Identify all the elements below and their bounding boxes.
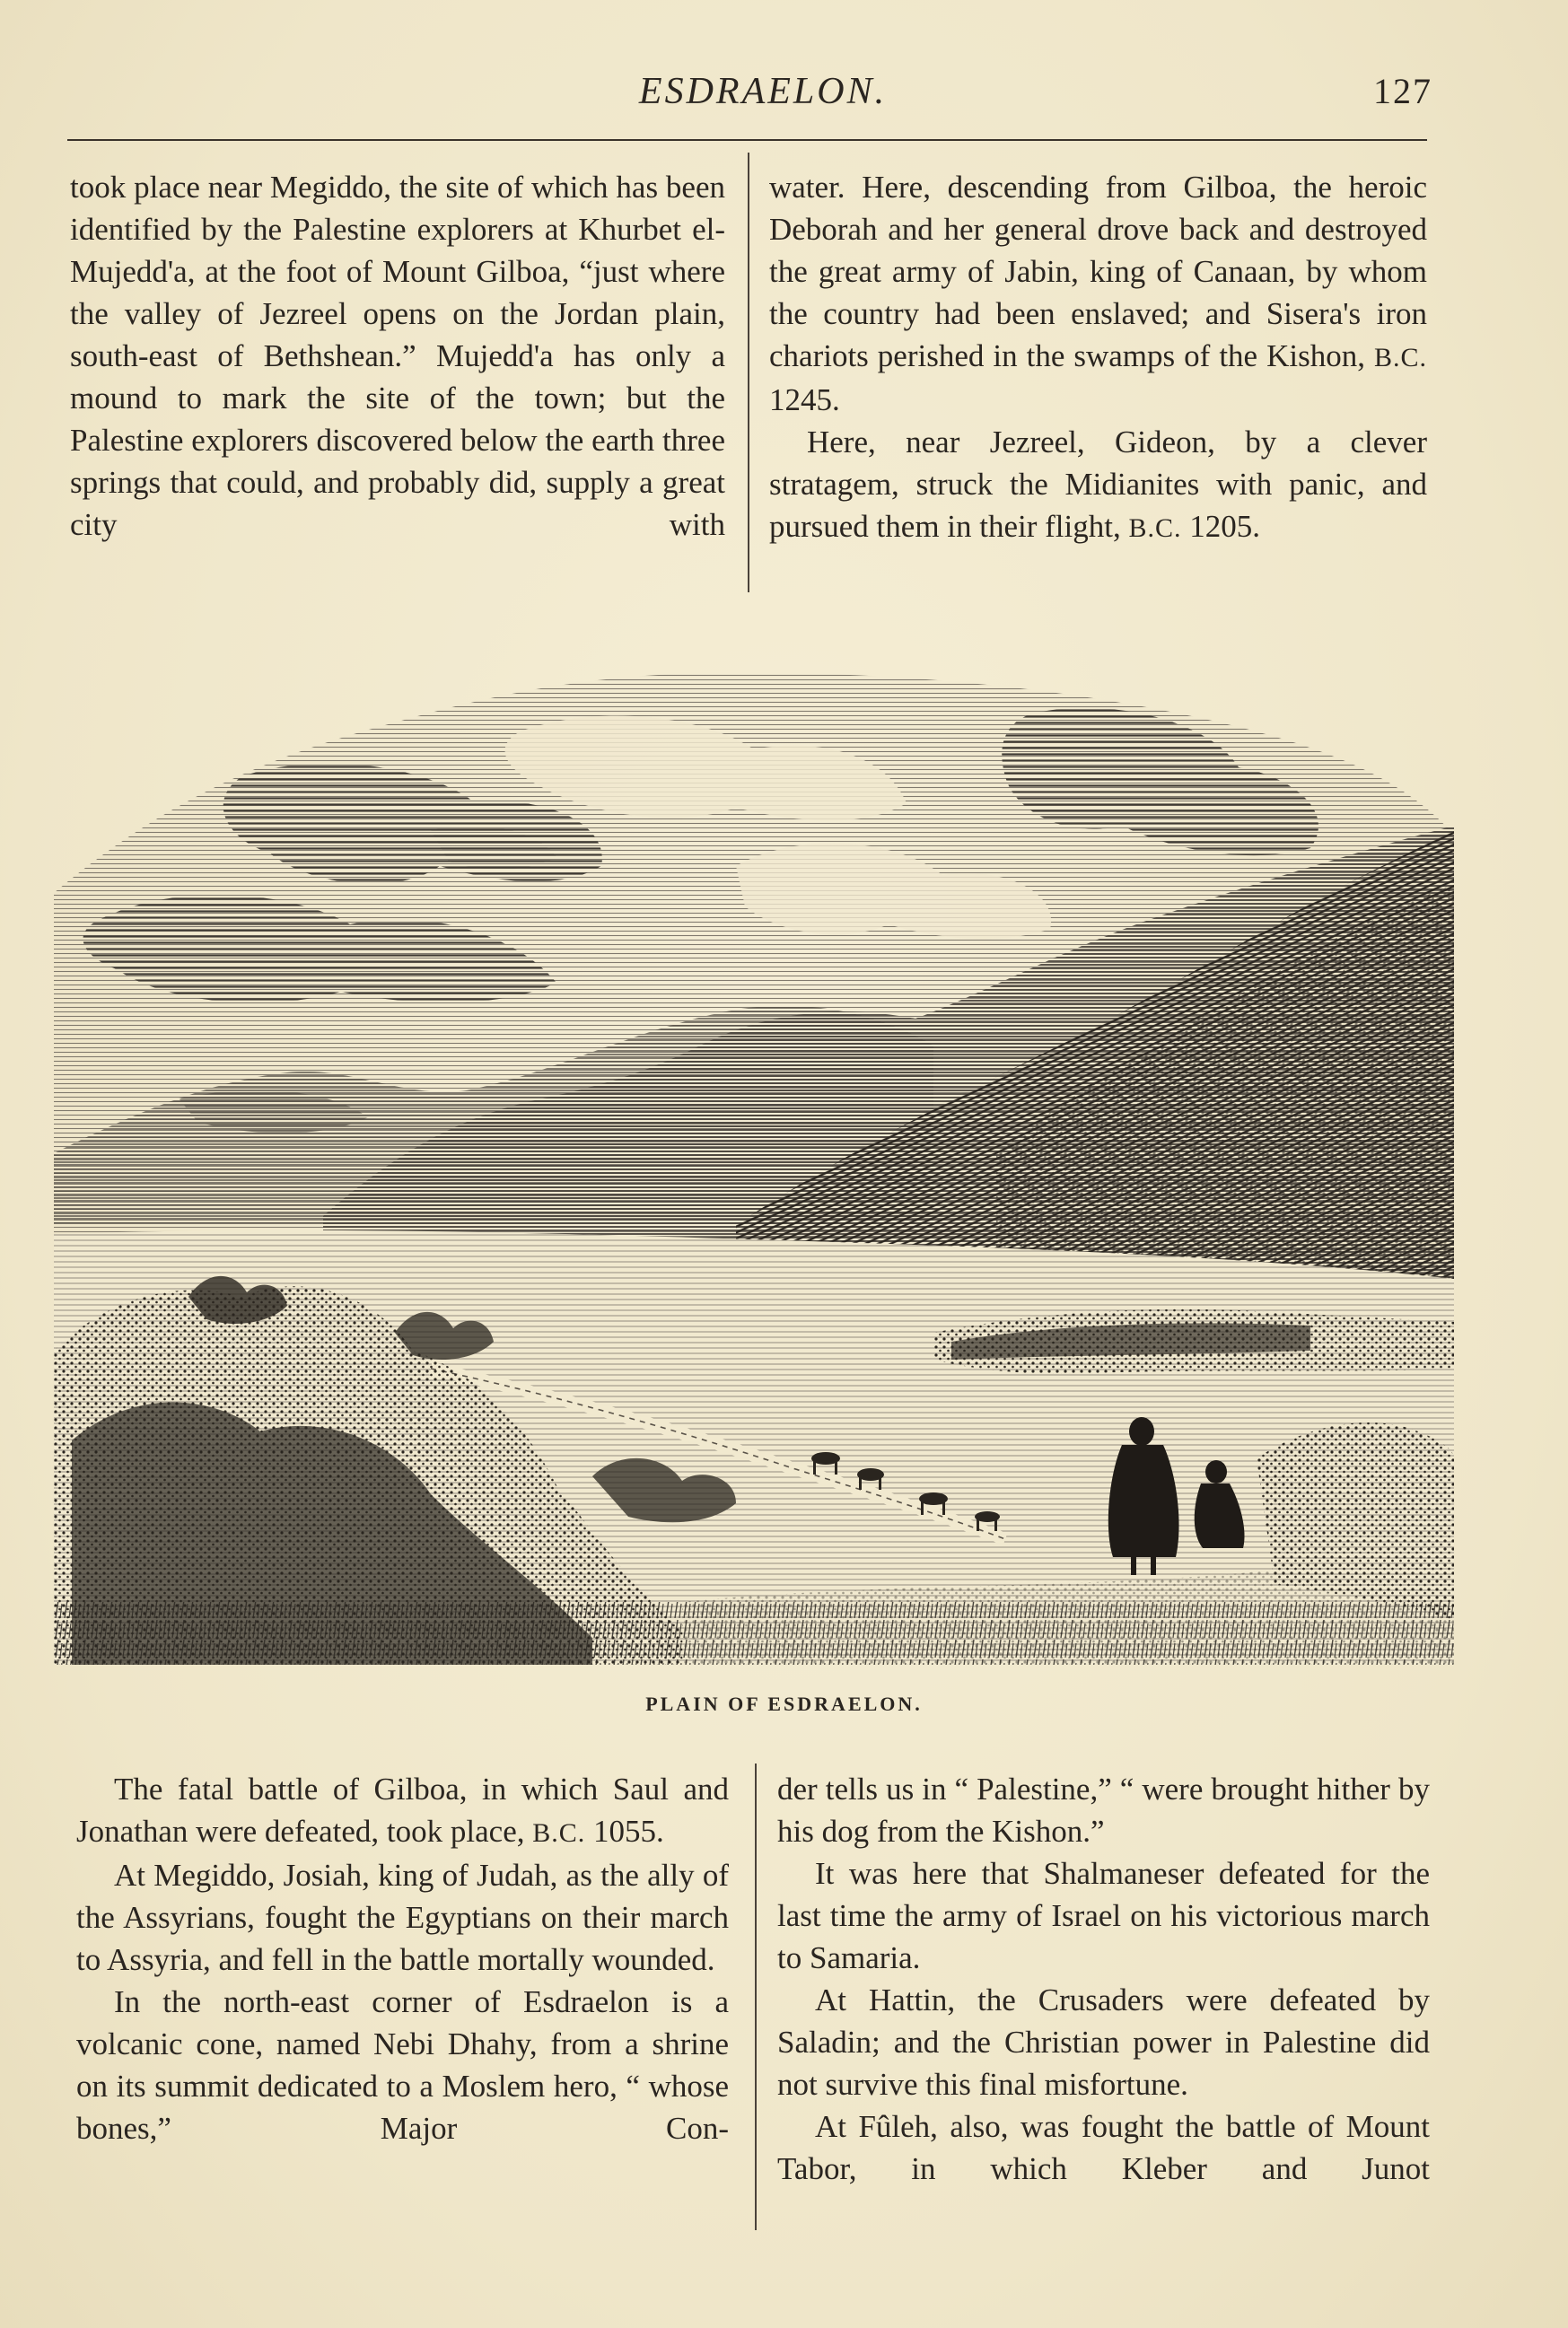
engraving-drawing	[54, 651, 1454, 1665]
paragraph-gilboa	[76, 1768, 729, 1854]
column-rule-bottom	[755, 1764, 757, 2230]
bottom-right-column	[777, 1768, 1430, 2190]
page-number: 127	[1373, 71, 1432, 111]
column-rule-top	[748, 153, 749, 592]
gideon-text: Here, near Jezreel, Gideon, by a clever stratagem, struck the Midianites with panic, and pursued them in their flight,	[769, 424, 1427, 544]
plain-of-esdraelon-engraving	[54, 651, 1454, 1665]
deborah-text: water. Here, descending from Gilboa, the heroic Deborah and her general drove back and destroyed the great army of Jabin, king of Canaan, by whom the country had been enslaved; and Sisera's iron chariots perished in the swamps of the Kishon,	[769, 170, 1427, 373]
deborah-date-year: 1245.	[769, 382, 840, 417]
gilboa-text: The fatal battle of Gilboa, in which Saul and Jonathan were defeated, took place,	[76, 1772, 729, 1849]
gideon-date-year: 1205.	[1189, 509, 1261, 544]
paragraph-fuleh: At Fûleh, also, was fought the battle of Mount Tabor, in which Kleber and Junot	[777, 2109, 1430, 2186]
paragraph-gideon	[769, 421, 1427, 549]
paragraph-conder-continued: der tells us in “ Palestine,” “ were brought hither by his dog from the Kishon.”	[777, 1772, 1430, 1849]
paragraph-hattin: At Hattin, the Crusaders were defeated by Saladin; and the Christian power in Palestine did not survive this final misfortune.	[777, 1982, 1430, 2102]
gilboa-date-era: B.C.	[532, 1818, 586, 1848]
top-right-column	[769, 166, 1427, 549]
paragraph-shalmaneser: It was here that Shalmaneser defeated for the last time the army of Israel on his victorious march to Samaria.	[777, 1856, 1430, 1975]
header-rule	[67, 139, 1427, 141]
running-title: ESDRAELON.	[638, 71, 888, 112]
paragraph-josiah: At Megiddo, Josiah, king of Judah, as the ally of the Assyrians, fought the Egyptians on their march to Assyria, and fell in the battle mortally wounded.	[76, 1858, 729, 1977]
paragraph-megiddo: took place near Megiddo, the site of which has been identified by the Palestine explorers at Khurbet el-Mujedd'a, at the foot of Mount Gilboa, “just where the valley of Jezreel opens on the Jordan plain, south-east of Bethshean.” Mujedd'a has only a mound to mark the site of the town; but the Palestine explorers discovered below the earth three springs that could, and probably did, supply a great city with	[70, 170, 725, 542]
illustration-caption: PLAIN OF ESDRAELON.	[645, 1693, 923, 1715]
bottom-left-column	[76, 1768, 729, 2149]
paragraph-nebi-dhahy: In the north-east corner of Esdraelon is a volcanic cone, named Nebi Dhahy, from a shrine on its summit dedicated to a Moslem hero, “ whose bones,” Major Con-	[76, 1984, 729, 2146]
running-head	[0, 70, 1568, 124]
gilboa-date-year: 1055.	[593, 1814, 664, 1849]
deborah-date-era: B.C.	[1373, 343, 1428, 372]
top-left-column	[70, 166, 725, 546]
gideon-date-era: B.C.	[1128, 513, 1182, 543]
paragraph-deborah	[769, 166, 1427, 421]
